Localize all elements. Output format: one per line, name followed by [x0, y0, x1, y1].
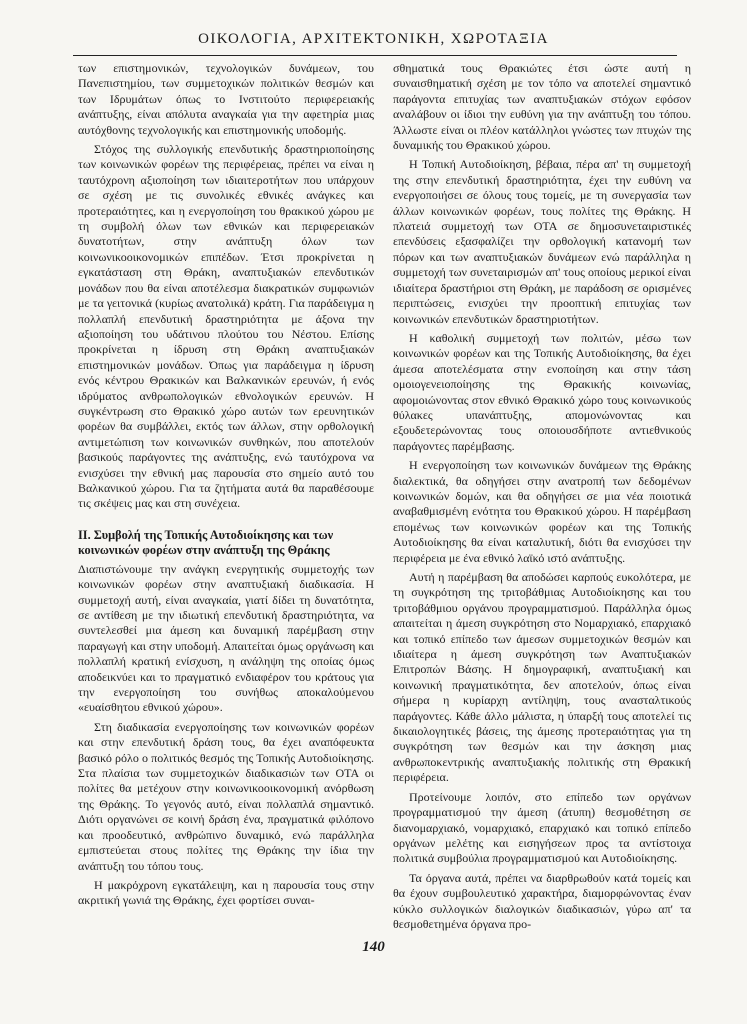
- page-number: 140: [362, 939, 385, 955]
- paragraph: των επιστημονικών, τεχνολογικών δυνάμεων, του Πανεπιστημίου, των συμμετοχικών πολιτικών θεσμών και των Ιδρυμάτων όπως το Ινστιτούτο περιφερειακής ανάπτυξης, είναι απόλυτα αναγκαία για την αφετηρία μιας αυτόχθονης τεχνολογικής και επιστημονικής υποδομής.: [78, 61, 374, 137]
- paragraph: Η μακρόχρονη εγκατάλειψη, και η παρουσία τους στην ακριτική γωνιά της Θράκης, έχει φορτίσει συναι-: [78, 877, 374, 908]
- header-rule: [73, 55, 677, 56]
- paragraph: Η ενεργοποίηση των κοινωνικών δυνάμεων της Θράκης διαλεκτικά, θα οδηγήσει στην ανατροπή των δεδομένων κοινωνικών δομών, και θα οδηγήσει σε μια νέα ποιοτικά αναβαθμισμένη ενότητα του Θρακικού χώρου. Η παρέμβαση επομένως των κοινωνικών φορέων και της Τοπικής Αυτοδιοίκησης θα είναι καταλυτική, διότι θα ενισχύσει την περιφέρεια με ένα εθνικό λαϊκό ιστό ανάπτυξης.: [393, 458, 691, 565]
- paragraph: Διαπιστώνουμε την ανάγκη ενεργητικής συμμετοχής των κοινωνικών φορέων στην αναπτυξιακή διαδικασία. Η συμμετοχή αυτή, είναι αναγκαία, γιατί δίδει τη δυνατότητα, σε αντίθεση με την ιδιωτική επενδυτική δραστηριότητα, να συντελεσθεί μια άμεση και δυναμική παρέμβαση στην παραγωγή και στην υποδομή. Απαιτείται όμως οργάνωση και πολλαπλή κρατική ενίσχυση, η ανάληψη της οποίας όμως αποδεικνύει και το πραγματικό ενδιαφέρον του κράτους για την ενεργοποίηση του συνήθως αποκαλούμενου «ευαίσθητου εθνικού χώρου».: [78, 561, 374, 715]
- section-heading: ΙΙ. Συμβολή της Τοπικής Αυτοδιοίκησης και των κοινωνικών φορέων στην ανάπτυξη της Θράκης: [78, 527, 334, 557]
- paragraph: Στη διαδικασία ενεργοποίησης των κοινωνικών φορέων και στην επενδυτική δράση τους, θα έχει αναπόφευκτα βασικό ρόλο ο πολιτικός θεσμός της Τοπικής Αυτοδιοίκησης. Στα πλαίσια των συμμετοχικών διαδικασιών των ΟΤΑ οι πολίτες θα μετέχουν στην κοινωνικοοικονομική ανόρθωση της Θράκης. Το γεγονός αυτό, είναι πολλαπλά σημαντικό. Διότι οργανώνει σε κοινή δράση ένα, πραγματικά φιλόπονο και προοδευτικό, ανθρώπινο δυναμικό, ενώ παράλληλα εμπιστεύεται στους πολίτες της Θράκης την ίδια την ανάπτυξη του τόπου τους.: [78, 719, 374, 873]
- paragraph: Η Τοπική Αυτοδιοίκηση, βέβαια, πέρα απ' τη συμμετοχή της στην επενδυτική δραστηριότητα, έχει την ευθύνη να ενεργοποιήσει σε όλους τους τομείς, με τη συνεργασία των άλλων κοινωνικών φορέων, τους πολίτες της Θράκης. Η πλατειά συμμετοχή των ΟΤΑ σε δημοσυνεταιριστικές επενδύσεις εξασφαλίζει την ορθολογική κατανομή των πόρων και των αναπτυξιακών δυνάμεων ενώ παράλληλα η συμμετοχή των συνεταιρισμών απ' τους οποίους μερικοί είναι ιδιαίτερα δραστήριοι στη Θράκη, με παράδοση σε ορισμένες περιπτώσεις, ενισχύει την προοπτική επιτυχίας των κοινωνικών επενδυτικών δραστηριοτήτων.: [393, 157, 691, 326]
- paragraph: σθηματικά τους Θρακιώτες έτσι ώστε αυτή η συναισθηματική σχέση με τον τόπο να αποτελεί σημαντικό παράγοντα επιτυχίας των αναπτυξιακών στόχων εφόσον αναλάβουν οι ίδιοι την ευθύνη για την ανάπτυξη του τόπου. Άλλωστε είναι οι πλέον κατάλληλοι γνώστες των πτυχών της δυναμικής του Θρακικού χώρου.: [393, 61, 691, 153]
- running-head: ΟΙΚΟΛΟΓΙΑ, ΑΡΧΙΤΕΚΤΟΝΙΚΗ, ΧΩΡΟΤΑΞΙΑ: [198, 31, 549, 47]
- paragraph: Προτείνουμε λοιπόν, στο επίπεδο των οργάνων προγραμματισμού την άμεση (άτυπη) θεσμοθέτηση σε διανομαρχιακό, νομαρχιακό, επαρχιακό και τοπικό επίπεδο οργάνων μελέτης και εισηγήσεων προς τα αντίστοιχα πολιτικά συμβούλια προγραμματισμού και Αυτοδιοίκησης.: [393, 789, 691, 866]
- paragraph: Αυτή η παρέμβαση θα αποδώσει καρπούς ευκολότερα, με τη συγκρότηση της τριτοβάθμιας Αυτοδιοίκησης και του τριτοβάθμιου οργάνου προγραμματισμού. Παράλληλα όμως απαιτείται η άμεση συγκρότηση στο Νομαρχιακό, επαρχιακό και τοπικό επίπεδο των άμεσων συμμετοχικών θεσμών και ιδιαίτερα η άμεση συγκρότηση των Αναπτυξιακών Επιτροπών Βάσης. Η δημογραφική, αναπτυξιακή και κοινωνική πραγματικότητα, δεν αποτελούν, όπως είναι σήμερα η κυρίαρχη αντίληψη, τους ανασταλτικούς παράγοντες. Κάθε άλλο μάλιστα, η ύπαρξή τους αποτελεί τις δικαιολογητικές βάσεις, της άμεσης προτεραιότητας για τη συγκρότηση των θεσμών και την άσκηση μιας ανθρωποκεντρικής αναπτυξιακής πολιτικής στη Θρακική περιφέρεια.: [393, 570, 691, 785]
- left-column: [78, 61, 374, 913]
- paragraph: Τα όργανα αυτά, πρέπει να διαρθρωθούν κατά τομείς και θα έχουν συμβουλευτικό χαρακτήρα, διαμορφώνοντας έναν κύκλο συλλογικών διαλογικών διαδικασιών, γύρω απ' τα θεσμοθετημένα όργανα προ-: [393, 870, 691, 931]
- paragraph: Η καθολική συμμετοχή των πολιτών, μέσω των κοινωνικών φορέων και της Τοπικής Αυτοδιοίκησης, θα έχει άμεσα αποτελέσματα στην ενοποίηση και στην τάση ομοιογενειοποίησης της Θρακικής κοινωνίας, αφομοιώνοντας στον εθνικό Θρακικό χώρο τους κοινωνικούς θύλακες υπανάπτυξης, απομονώνοντας και εξουδετερώνοντας τους οποιουσδήποτε αντιεθνικούς παράγοντες παρέμβασης.: [393, 330, 691, 453]
- paragraph: Στόχος της συλλογικής επενδυτικής δραστηριοποίησης των κοινωνικών φορέων της περιφέρειας, πρέπει να είναι η ταυτόχρονη αξιοποίηση των ιδιαιτεροτήτων που υπάρχουν σε σχέση με τις συνολικές εθνικές ανάγκες και προτεραιότητες, και η ενεργοποίηση του θρακικού χώρου με τη συμβολή όλων των εθνικών και περιφερειακών δυνατοτήτων, στην ανάπτυξη όλων των κοινωνικοοικονομικών επιπέδων. Έτσι προκρίνεται η εγκατάσταση στη Θράκη, αναπτυξιακών επενδυτικών μονάδων που θα είναι αποτέλεσμα διακρατικών συμφωνιών με τα γειτονικά (κυρίως ανατολικά) κράτη. Για παράδειγμα η πολλαπλή επενδυτική δραστηριότητα με άξονα την αξιοποίηση του υδάτινου πλούτου του Νέστου. Επίσης προκρίνεται η ίδρυση στη Θράκη αναπτυξιακών επιστημονικών μονάδων. Όπως για παράδειγμα η ίδρυση ενός κέντρου Θρακικών και Βαλκανικών ερευνών, ή ενός ιδρύματος ανθρωπολογικών εθνολογικών ερευνών. Η συγκέντρωση στο Θρακικό χώρο αυτών των ερευνητικών φορέων θα συμβάλλει, εκτός των άλλων, στην ορθολογική αντιμετώπιση των κοινωνικών συνθηκών, που αποτελούν βασικούς παράγοντες της ανάπτυξης, ενώ ταυτόχρονα να ενισχύσει την εθνική μας παρουσία στο σημείο αυτό του Βαλκανικού χώρου. Για τα ζητήματα αυτά θα παραθέσουμε τις σκέψεις μας και στη συνέχεια.: [78, 142, 374, 511]
- right-column: [393, 61, 691, 936]
